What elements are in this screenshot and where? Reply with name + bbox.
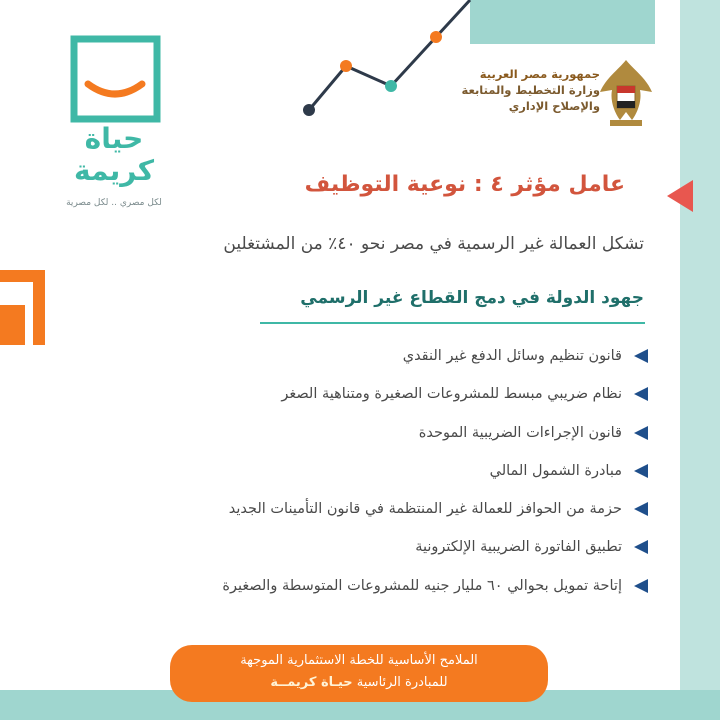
list-item — [60, 452, 660, 490]
triangle-bullet-icon — [634, 579, 648, 593]
trend-node-2 — [340, 60, 352, 72]
list-item — [60, 337, 660, 375]
logo-tagline: لكل مصري .. لكل مصرية — [66, 198, 162, 208]
logo-wordmark — [54, 123, 174, 187]
eagle-emblem-icon — [600, 60, 652, 126]
section-divider — [260, 322, 645, 324]
triangle-bullet-icon — [634, 464, 648, 478]
triangle-bullet-icon — [634, 502, 648, 516]
ministry-name — [430, 66, 600, 114]
footer-line-2 — [170, 672, 548, 694]
list-item-label: حزمة من الحوافز للعمالة غير المنتظمة في قانون التأمينات الجديد — [228, 501, 622, 518]
footer-brand-name: حيـاة كريمــة — [270, 675, 353, 690]
list-item — [60, 375, 660, 413]
ministry-line-2: وزارة التخطيط والمتابعة — [461, 83, 600, 97]
list-item — [60, 490, 660, 528]
trend-node-4 — [430, 31, 442, 43]
list-item — [60, 414, 660, 452]
section-title: جهود الدولة في دمج القطاع غير الرسمي — [300, 288, 644, 308]
list-item-label: مبادرة الشمول المالي — [489, 462, 622, 479]
page-subtitle: تشكل العمالة غير الرسمية في مصر نحو ٤٠٪ من المشتغلين — [223, 234, 644, 254]
list-item-label: تطبيق الفاتورة الضريبية الإلكترونية — [415, 539, 622, 556]
page-title: عامل مؤثر ٤ : نوعية التوظيف — [304, 172, 625, 197]
ministry-line-1: جمهورية مصر العربية — [479, 67, 600, 81]
logo-word-2: كريمة — [74, 154, 154, 187]
footer-line-2-prefix: للمبادرة الرئاسية — [356, 675, 448, 690]
triangle-bullet-icon — [634, 540, 648, 554]
left-orange-block — [0, 305, 25, 345]
trend-node-3 — [385, 80, 397, 92]
ministry-line-3: والإصلاح الإداري — [508, 99, 600, 113]
list-item-label: إتاحة تمويل بحوالي ٦٠ مليار جنيه للمشروعات المتوسطة والصغيرة — [222, 577, 622, 594]
list-item-label: نظام ضريبي مبسط للمشروعات الصغيرة ومتناهية الصغر — [281, 386, 622, 403]
right-teal-bar — [680, 0, 720, 720]
footer-line-1: الملامح الأساسية للخطة الاستثمارية الموجهة — [240, 653, 478, 668]
triangle-bullet-icon — [634, 387, 648, 401]
list-item — [60, 528, 660, 566]
list-item — [60, 567, 660, 605]
triangle-bullet-icon — [634, 349, 648, 363]
efforts-list — [60, 337, 660, 605]
list-item-label: قانون الإجراءات الضريبية الموحدة — [418, 424, 622, 441]
trend-node-1 — [303, 104, 315, 116]
smile-logo-icon — [74, 39, 157, 119]
list-item-label: قانون تنظيم وسائل الدفع غير النقدي — [402, 348, 622, 364]
triangle-bullet-icon — [634, 426, 648, 440]
footer-banner-text — [170, 650, 548, 694]
logo-word-1: حياة — [84, 122, 144, 155]
top-teal-bar — [470, 0, 655, 44]
